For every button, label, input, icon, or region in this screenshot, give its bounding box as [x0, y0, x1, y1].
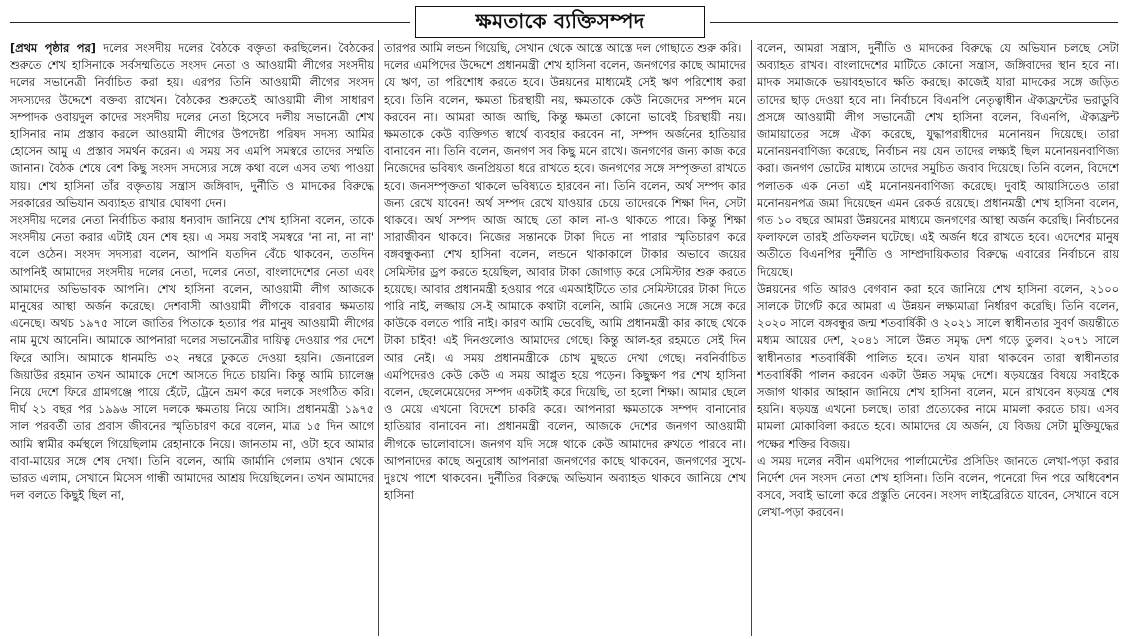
article-paragraph: উন্নয়নের গতি আরও বেগবান করা হবে জানিয়ে শেখ হাসিনা বলেন, ২১০০ সালকে টার্গেট করে আমরা এ উন্নয়ন লক্ষ্যমাত্রা নির্ধারণ করেছি। তিনি বলেন, ২০২০ সালে বঙ্গবন্ধুর জন্ম শতবার্ষিকী ও ২০২১ সালে স্বাধীনতার সুবর্ণ জয়ন্তীতে মধ্যম আয়ের দেশ, ২০৪১ সালে উন্নত সমৃদ্ধ দেশ গড়ে তুলব। ২০৭১ সালে স্বাধীনতার শতবার্ষিকী পালিত হবে। তখন যারা থাকবেন তারা স্বাধীনতার শতবার্ষিকী পালন করবেন একটা উন্নত সমৃদ্ধ দেশে। ষড়যন্ত্রের বিষয়ে সবাইকে সজাগ থাকার আহ্বান জানিয়ে শেখ হাসিনা বলেন, মনে রাখবেন ষড়যন্ত্র শেষ হয়নি। ষড়যন্ত্র এখনো চলছে। তারা প্রত্যেকের নামে মামলা করতে চায়। এসব মামলা মোকাবিলা করতে হবে। আমাদের যে অর্জন, যে বিজয় সেটা মুক্তিযুদ্ধের পক্ষের শক্তির বিজয়।	[757, 282, 1119, 451]
article-column-2	[384, 40, 746, 636]
paragraph-text: দলের সংসদীয় দলের বৈঠকে বক্তৃতা করছিলেন। বৈঠকের শুরুতে শেখ হাসিনাকে সর্বসম্মতিতে সংসদ নেতা ও আওয়ামী লীগের সংসদীয় দলের সভানেত্রী নির্বাচিত করা হয়। এরপর তিনি আওয়ামী লীগের সংসদ সদস্যদের উদ্দেশে বক্তব্য রাখেন। বৈঠকের শুরুতেই আওয়ামী লীগ সাধারণ সম্পাদক ওবায়দুল কাদের সংসদীয় দলের নেতা হিসেবে দলীয় সভানেত্রী শেখ হাসিনার নাম প্রস্তাব করলে আওয়ামী লীগের উপদেষ্টা পরিষদ সদস্য আমির হোসেন আমু এ প্রস্তাব সমর্থন করেন। এ সময় সব এমপি সমস্বরে তাদের সম্মতি জানান। বৈঠক শেষে বেশ কিছু সংসদ সদস্যের সঙ্গে কথা বলে এসব তথ্য পাওয়া যায়। শেখ হাসিনা তাঁর বক্তৃতায় সন্ত্রাস জঙ্গিবাদ, দুর্নীতি ও মাদকের বিরুদ্ধে সরকারের অভিযান অব্যাহত রাখার ঘোষণা দেন।	[10, 42, 374, 210]
column-divider	[378, 40, 379, 636]
headline-rule-right	[710, 22, 1118, 23]
article-paragraph: দলের এমপিদের উদ্দেশে প্রধানমন্ত্রী শেখ হাসিনা বলেন, জনগণের কাছে আমাদের যে ঋণ, তা পরিশোধ করতে হবে। উন্নয়নের মাধ্যমেই সেই ঋণ পরিশোধ করা হবে। তিনি বলেন, ক্ষমতা চিরস্থায়ী নয়, ক্ষমতাকে কেউ নিজেদের সম্পদ মনে করবেন না। আমরা আজ আছি, কিন্তু ক্ষমতা কোনো ভাবেই চিরস্থায়ী নয়। ক্ষমতাকে কেউ ব্যক্তিগত স্বার্থে ব্যবহার করবেন না, সম্পদ অর্জনের হাতিয়ার বানাবেন না। তিনি বলেন, জনগণ সব কিছু মনে রাখে। জনগণের জন্য কাজ করে নিজেদের ভবিষ্যৎ জনপ্রিয়তা ধরে রাখতে হবে। জনগণের সঙ্গে সম্পৃক্ততা রাখতে হবে। জনসম্পৃক্ততা থাকলে ভবিষ্যতে হারবেন না। তিনি বলেন, অর্থ সম্পদ কার জন্য রেখে যাবেন! অর্থ সম্পদ রেখে যাওয়ার চেয়ে তাদেরকে শিক্ষা দিন, সেটা থাকবে। অর্থ সম্পদ আজ আছে তো কাল না-ও থাকতে পারে। কিন্তু শিক্ষা সারাজীবন থাকবে। নিজের সন্তানকে টাকা দিতে না পারার স্মৃতিচারণ করে বঙ্গবন্ধুকন্যা শেখ হাসিনা বলেন, লন্ডনে থাকাকালে টাকার অভাবে জয়ের সেমিস্টার ড্রপ করতে হয়েছিল, আবার টাকা জোগাড় করে সেমিস্টার শুরু করতে হয়েছে। আবার প্রধানমন্ত্রী হওয়ার পরে এমআইটিতে তার সেমিস্টারের টাকা দিতে পারি নাই, লজ্জায় সে-ই আমাকে কথাটা বলেনি, আমি জেনেও সঙ্গে সঙ্গে করে কাউকে বলতে পারি নাই। কারণ আমি ভেবেছি, আমি প্রধানমন্ত্রী কার কাছে থেকে টাকা চাইব! এই দিনগুলোও আমাদের গেছে। কিন্তু আল-হর রহমতে সেই দিন আর নেই। এ সময় প্রধানমন্ত্রীকে চোখ মুছতে দেখা গেছে। নবনির্বাচিত এমপিদেরও কেউ কেউ এ সময় আপ্লুত হয়ে পড়েন। কিছুক্ষণ পর শেখ হাসিনা বলেন, ছেলেমেয়েদের সম্পদ একটাই করে দিয়েছি, তা হলো শিক্ষা। আমার ছেলে ও মেয়ে এখনো বিদেশে চাকরি করে। আপনারা ক্ষমতাকে সম্পদ বানানোর হাতিয়ার বানাবেন না। প্রধানমন্ত্রী বলেন, আজকে দেশের জনগণ আওয়ামী লীগকে ভালোবাসে। জনগণ যদি সঙ্গে থাকে কেউ আমাদের রুখতে পারবে না। আপনাদের কাছে অনুরোধ আপনারা জনগণের কাছে থাকবেন, জনগণের সুখে-দুঃখে পাশে থাকবেন। দুর্নীতির বিরুদ্ধে অভিযান অব্যাহত থাকবে জানিয়ে শেখ হাসিনা	[384, 59, 746, 503]
article-column-1	[10, 40, 374, 636]
article-paragraph: সংসদীয় দলের নেতা নির্বাচিত করায় ধন্যবাদ জানিয়ে শেখ হাসিনা বলেন, তাকে সংসদীয় নেতা করার এটাই যেন শেষ হয়। এ সময় সবাই সমস্বরে 'না না, না না' বলে ওঠেন। সংসদ সদস্যরা বলেন, আপনি যতদিন বেঁচে থাকবেন, ততদিন আপনিই আমাদের সংসদীয় দলের নেতা, দলের নেতা, বাংলাদেশের নেতা এবং আমাদের অভিভাবক আপনি। শেখ হাসিনা বলেন, আওয়ামী লীগ আজকে মানুষের আস্থা অর্জন করেছে। দেশবাসী আওয়ামী লীগকে বারবার ক্ষমতায় এনেছে। অথচ ১৯৭৫ সালে জাতির পিতাকে হত্যার পর মানুষ আওয়ামী লীগের নাম মুখে আনেনি। আমাকে আপনারা দলের সভানেত্রীর দায়িত্ব দেওয়ার পর দেশে ফিরে আসি। আমাকে ধানমন্ডি ৩২ নম্বরে ঢুকতে দেওয়া হয়নি। জেনারেল জিয়াউর রহমান তখন আমাকে দেশে আসতে দিতে চায়নি। কিন্তু আমি চ্যালেঞ্জ নিয়ে দেশে ফিরে গ্রামগঞ্জে পায়ে হেঁটে, ট্রেনে ভ্রমণ করে দলকে সংগঠিত করি। দীর্ঘ ২১ বছর পর ১৯৯৬ সালে দলকে ক্ষমতায় নিয়ে আসি। প্রধানমন্ত্রী ১৯৭৫ সাল পরবর্তী তার প্রবাস জীবনের স্মৃতিচারণ করে বলেন, মাত্র ১৫ দিন আগে আমি স্বামীর কর্মস্থলে গিয়েছিলাম রেহানাকে নিয়ে। জানতাম না, ওটা হবে আমার বাবা-মায়ের সঙ্গে শেষ দেখা। তিনি বলেন, আমি জার্মানি গেলাম ওখান থেকে ভারত এলাম, সেখানে মিসেস গান্ধী আমাদের আশ্রয় দিয়েছিলেন। তখন আমাদের দল বলতে কিছুই ছিল না,	[10, 214, 374, 503]
article-paragraph: তারপর আমি লন্ডন গিয়েছি, সেখান থেকে আস্তে আস্তে দল গোছাতে শুরু করি।	[384, 42, 742, 55]
article-paragraph: বলেন, আমরা সন্ত্রাস, দুর্নীতি ও মাদকের বিরুদ্ধে যে অভিযান চলছে সেটা অব্যাহত রাখব। বাংলাদেশের মাটিতে কোনো সন্ত্রাস, জঙ্গিবাদের স্থান হবে না। মাদক সমাজকে ভয়াবহভাবে ক্ষতি করছে। কাজেই যারা মাদকের সঙ্গে জড়িত তাদের ছাড় দেওয়া হবে না। নির্বাচনে বিএনপি নেতৃত্বাধীন ঐক্যফ্রন্টের ভরাডুবি প্রসঙ্গে আওয়ামী লীগ সভানেত্রী শেখ হাসিনা বলেন, বিএনপি, ঐক্যফ্রন্ট জামায়াতের সঙ্গে ঐক্য করেছে, যুদ্ধাপরাধীদের মনোনয়ন দিয়েছে। তারা মনোনয়নবাণিজ্য করেছে, নির্বাচন নয় যেন তাদের লক্ষ্যই ছিল মনোনয়নবাণিজ্য করা। জনগণ ভোটের মাধ্যমে তাদের সমুচিত জবাব দিয়েছে। তিনি বলেন, বিদেশে পলাতক এক নেতা এই মনোনয়নবাণিজ্য করেছে। দুবাই আয়াসিতেও তারা মনোনয়নপত্র জমা দিয়েছেন এমন রেকর্ড রয়েছে। প্রধানমন্ত্রী শেখ হাসিনা বলেন, গত ১০ বছরে আমরা উন্নয়নের মাধ্যমে জনগণের আস্থা অর্জন করেছি। নির্বাচনের ফলাফলে তারই প্রতিফলন ঘটেছে। এই অর্জন ধরে রাখতে হবে। এদেশের মানুষ অতীতে বিএনপির দুর্নীতি ও সাম্প্রদায়িকতার বিরুদ্ধে এবারের নির্বাচনে রায় দিয়েছে।	[757, 42, 1119, 279]
article-headline: ক্ষমতাকে ব্যক্তিসম্পদ	[415, 6, 705, 38]
continued-from-front-page-label: [প্রথম পৃষ্ঠার পর]	[10, 42, 96, 55]
article-paragraph	[10, 40, 374, 212]
article-column-3	[757, 40, 1119, 636]
article-paragraph: এ সময় দলের নবীন এমপিদের পার্লামেন্টের প্রসিডিং জানতে লেখা-পড়া করার নির্দেশ দেন সংসদ নেতা শেখ হাসিনা। তিনি বলেন, পনেরো দিন পরে অধিবেশন বসবে, সবাই ভালো করে প্রস্তুতি নেবেন। সংসদ লাইব্রেরিতে যাবেন, সেখানে বসে লেখা-পড়া করবেন।	[757, 454, 1119, 520]
headline-rule-left	[10, 22, 410, 23]
column-divider	[751, 40, 752, 636]
